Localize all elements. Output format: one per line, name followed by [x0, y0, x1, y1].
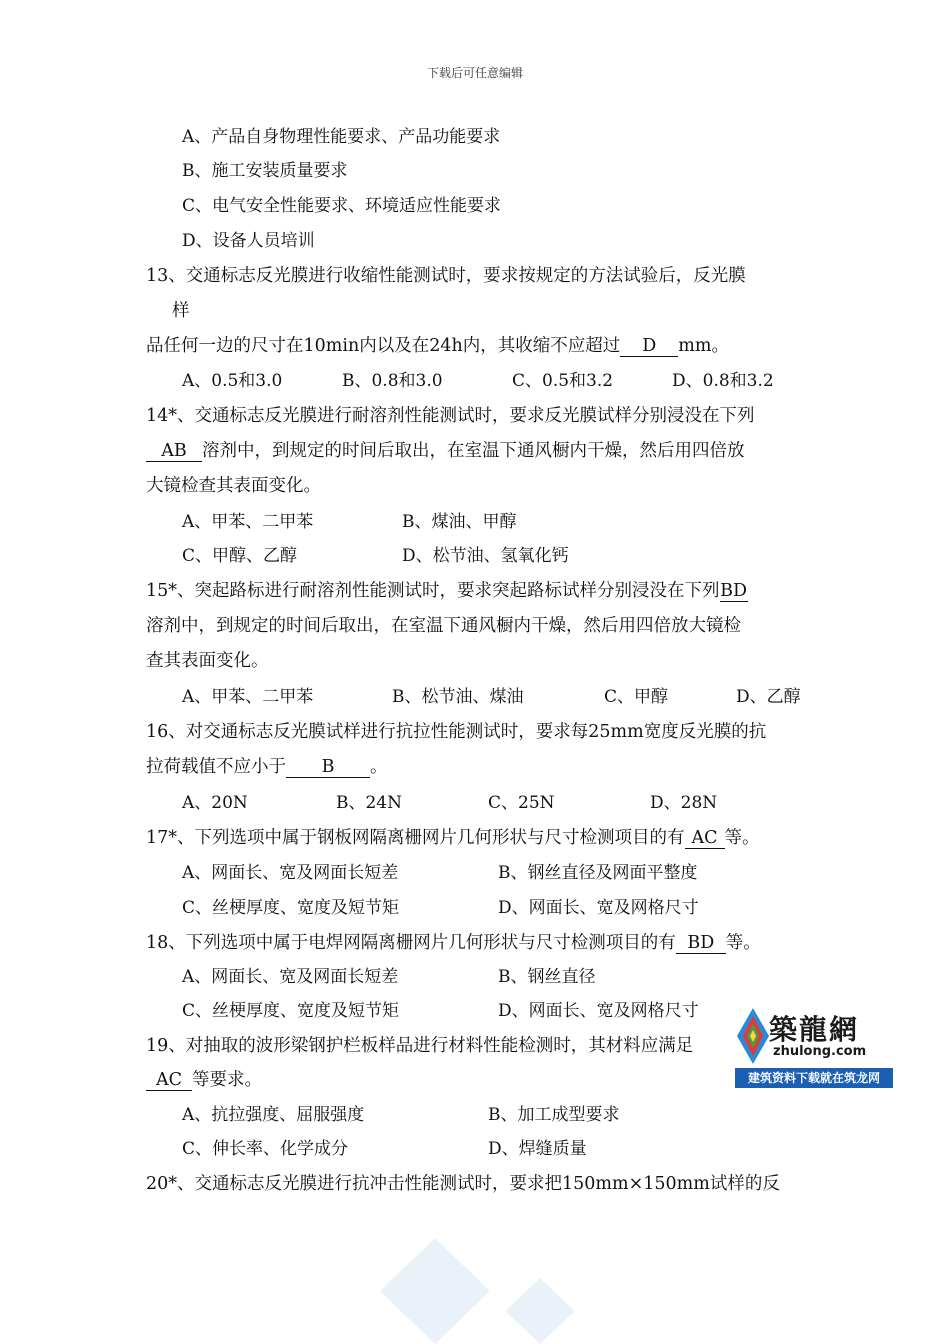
q19-stem-text: 等要求。 [192, 1070, 262, 1090]
q13-option-b: B、0.8和3.0 [342, 371, 443, 391]
logo-slogan-bar: 建筑资料下载就在筑龙网 [735, 1068, 893, 1088]
q19-option-c: C、伸长率、化学成分 [182, 1139, 349, 1159]
q13-answer-blank: D [620, 336, 678, 357]
q18-option-d: D、网面长、宽及网格尺寸 [498, 1001, 699, 1021]
q12-option-b: B、施工安装质量要求 [182, 161, 348, 181]
q13-option-d: D、0.8和3.2 [672, 371, 774, 391]
q17-stem-end: 等。 [724, 828, 760, 848]
q15-option-d: D、乙醇 [736, 687, 801, 707]
q18-answer-blank: BD [676, 933, 726, 954]
q18-stem-text: 18、下列选项中属于电焊网隔离栅网片几何形状与尺寸检测项目的有 [146, 933, 676, 953]
logo-domain-text: zhulong.com [773, 1044, 867, 1059]
q14-option-a: A、甲苯、二甲苯 [182, 512, 314, 532]
q13-stem-unit: mm。 [678, 336, 729, 356]
zhulong-logo [735, 1004, 893, 1086]
q17-option-c: C、丝梗厚度、宽度及短节矩 [182, 898, 400, 918]
q14-stem-line1: 14*、交通标志反光膜进行耐溶剂性能测试时，要求反光膜试样分别浸没在下列 [146, 406, 755, 426]
q14-option-d: D、松节油、氢氧化钙 [402, 546, 569, 566]
q15-option-b: B、松节油、煤油 [392, 687, 524, 707]
q14-option-b: B、煤油、甲醇 [402, 512, 517, 532]
q17-stem-line1 [146, 826, 760, 850]
q13-option-a: A、0.5和3.0 [182, 371, 283, 391]
q15-answer-blank: BD [720, 581, 747, 601]
q18-stem-line1 [146, 931, 761, 955]
q16-stem-line1: 16、对交通标志反光膜试样进行抗拉性能测试时，要求每25mm宽度反光膜的抗 [146, 722, 767, 742]
q20-stem-line1: 20*、交通标志反光膜进行抗冲击性能测试时，要求把150mm×150mm试样的反 [146, 1174, 780, 1194]
snowflake-icon [735, 1006, 771, 1066]
q17-option-a: A、网面长、宽及网面长短差 [182, 863, 399, 883]
q14-stem-line3: 大镜检查其表面变化。 [146, 476, 321, 496]
q14-answer-blank: AB [146, 441, 202, 462]
q16-stem-line2 [146, 755, 388, 779]
q17-option-d: D、网面长、宽及网格尺寸 [498, 898, 699, 918]
q13-stem-line2: 样 [172, 301, 190, 321]
q19-stem-line2 [146, 1068, 262, 1092]
logo-chinese-text: 築龍網 [769, 1013, 860, 1046]
q18-stem-end: 等。 [725, 933, 761, 953]
q15-stem-line2: 溶剂中，到规定的时间后取出，在室温下通风橱内干燥，然后用四倍放大镜检 [146, 616, 741, 636]
q12-option-d: D、设备人员培训 [182, 231, 315, 251]
q13-stem-text: 品任何一边的尺寸在10min内以及在24h内，其收缩不应超过 [146, 336, 621, 356]
watermark-snowflake-small-icon [505, 1278, 575, 1344]
q15-stem-line3: 查其表面变化。 [146, 651, 269, 671]
q18-option-a: A、网面长、宽及网面长短差 [182, 967, 399, 987]
q18-option-b: B、钢丝直径 [498, 967, 596, 987]
q15-option-c: C、甲醇 [604, 687, 669, 707]
q15-stem-text: 15*、突起路标进行耐溶剂性能测试时，要求突起路标试样分别浸没在下列 [146, 581, 720, 601]
q19-option-d: D、焊缝质量 [488, 1139, 587, 1159]
q17-stem-text: 17*、下列选项中属于钢板网隔离栅网片几何形状与尺寸检测项目的有 [146, 828, 685, 848]
q12-option-c: C、电气安全性能要求、环境适应性能要求 [182, 196, 502, 216]
watermark-snowflake-icon [380, 1238, 490, 1344]
page-header: 下载后可任意编辑 [426, 66, 523, 80]
q14-stem-line2 [146, 439, 745, 463]
q16-option-b: B、24N [336, 793, 402, 813]
q16-stem-end: 。 [370, 757, 388, 777]
q17-option-b: B、钢丝直径及网面平整度 [498, 863, 698, 883]
q15-stem-line1 [146, 579, 748, 603]
q19-answer-blank: AC [146, 1070, 192, 1091]
q16-stem-text: 拉荷载值不应小于 [146, 757, 286, 777]
q16-option-a: A、20N [182, 793, 248, 813]
q13-stem-line3 [146, 334, 729, 358]
q12-option-a: A、产品自身物理性能要求、产品功能要求 [182, 127, 501, 147]
q14-stem-text: 溶剂中，到规定的时间后取出，在室温下通风橱内干燥，然后用四倍放 [202, 441, 745, 461]
q15-option-a: A、甲苯、二甲苯 [182, 687, 314, 707]
q16-option-c: C、25N [488, 793, 555, 813]
q19-option-a: A、抗拉强度、屈服强度 [182, 1105, 365, 1125]
q18-option-c: C、丝梗厚度、宽度及短节矩 [182, 1001, 400, 1021]
q13-option-c: C、0.5和3.2 [512, 371, 614, 391]
q16-answer-blank: B [286, 757, 370, 778]
q19-stem-line1: 19、对抽取的波形梁钢护栏板样品进行材料性能检测时，其材料应满足 [146, 1036, 694, 1056]
q16-option-d: D、28N [650, 793, 718, 813]
q14-option-c: C、甲醇、乙醇 [182, 546, 298, 566]
q17-answer-blank: AC [685, 828, 725, 849]
q19-option-b: B、加工成型要求 [488, 1105, 620, 1125]
q13-stem-line1: 13、交通标志反光膜进行收缩性能测试时，要求按规定的方法试验后，反光膜 [146, 266, 746, 286]
